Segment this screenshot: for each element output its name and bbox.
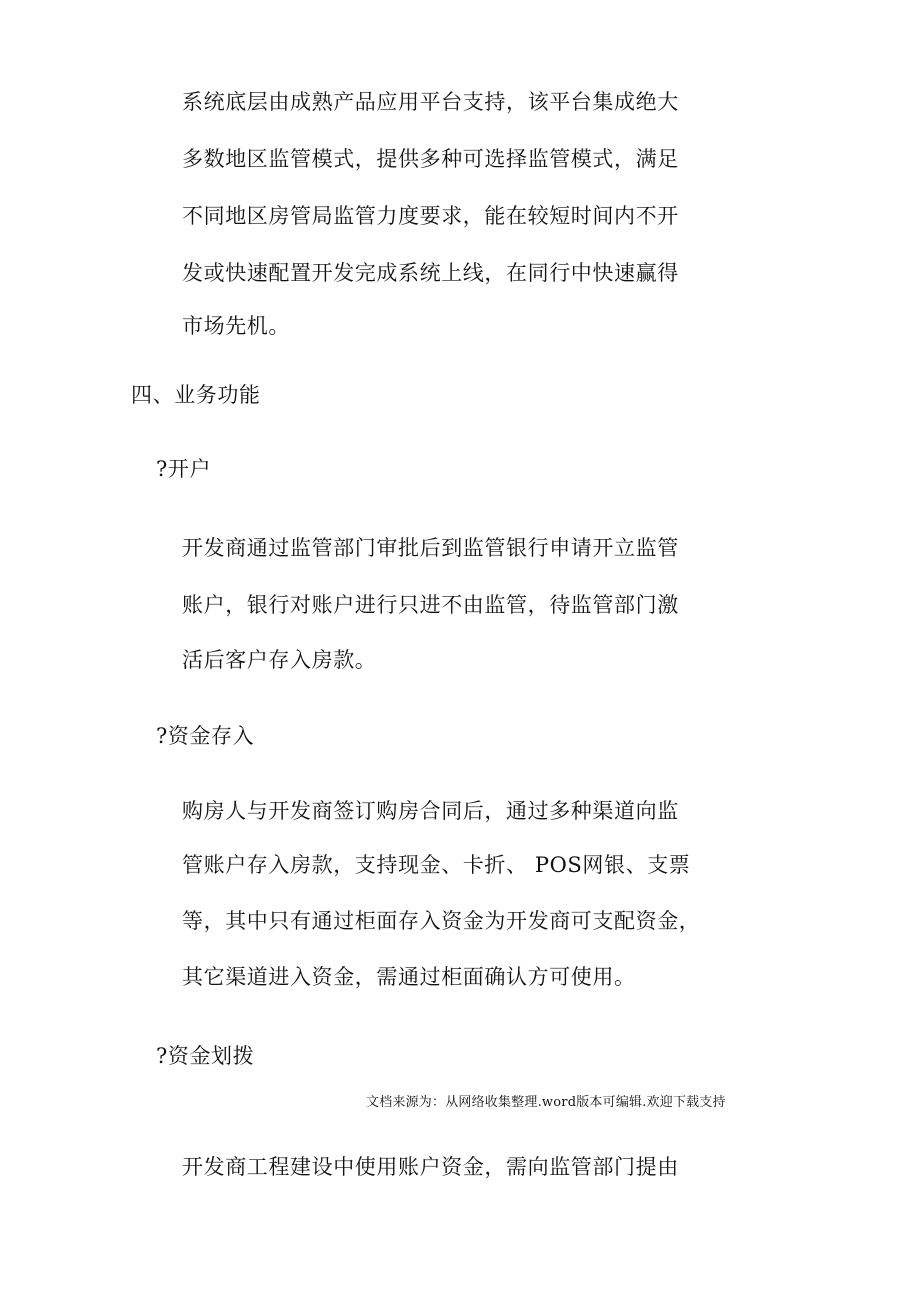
intro-line: 不同地区房管局监管力度要求，能在较短时间内不开	[182, 204, 679, 228]
item-body-line: 开发商工程建设中使用账户资金，需向监管部门提由	[182, 1155, 679, 1179]
item-body-line: 账户，银行对账户进行只进不由监管，待监管部门激	[182, 593, 679, 617]
intro-line: 多数地区监管模式，提供多种可选择监管模式，满足	[182, 147, 679, 171]
item-body-line: 其它渠道进入资金，需通过柜面确认方可使用。	[182, 965, 636, 989]
item-title-fund-transfer: ?资金划拨	[156, 1044, 255, 1068]
item-body-line: 活后客户存入房款。	[182, 648, 377, 672]
item-title-fund-deposit: ?资金存入	[156, 724, 255, 748]
item-body-line: 等，其中只有通过柜面存入资金为开发商可支配资金，	[182, 909, 701, 933]
item-body-line: 开发商通过监管部门审批后到监管银行申请开立监管	[182, 536, 679, 560]
intro-line: 系统底层由成熟产品应用平台支持，该平台集成绝大	[182, 90, 679, 114]
intro-line: 市场先机。	[182, 314, 290, 338]
section-heading: 四、业务功能	[131, 383, 261, 407]
item-body-line: 购房人与开发商签订购房合同后，通过多种渠道向监	[182, 799, 679, 823]
source-footnote: 文档来源为：从网络收集整理.word版本可编辑.欢迎下载支持	[366, 1095, 726, 1110]
intro-line: 发或快速配置开发完成系统上线，在同行中快速赢得	[182, 261, 679, 285]
item-body-line: 管账户存入房款，支持现金、卡折、 POS网银、支票	[182, 853, 691, 877]
item-title-open-account: ?开户	[156, 457, 212, 481]
